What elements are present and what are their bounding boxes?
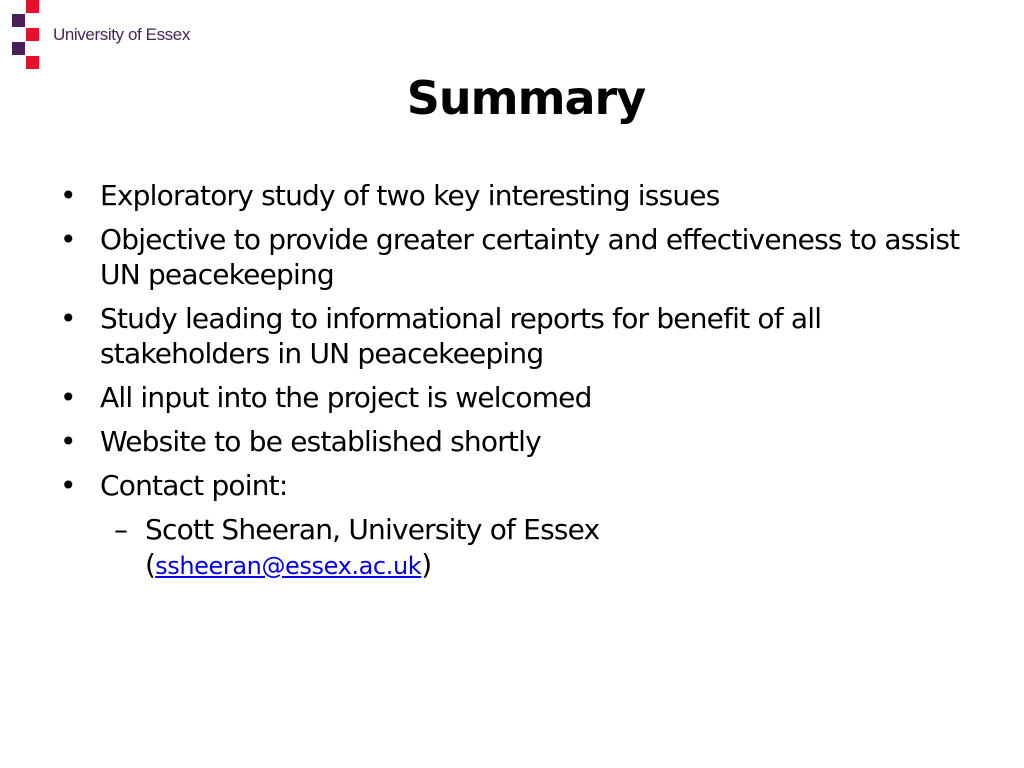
contact-name: Scott Sheeran, University of Essex (145, 513, 600, 546)
bullet-text: Website to be established shortly (100, 425, 541, 458)
contact-item (58, 512, 988, 584)
logo-squares-icon (12, 0, 42, 72)
bullet-marker: • (60, 302, 76, 335)
bullet-text: Contact point: (100, 469, 288, 502)
list-item (58, 424, 988, 459)
list-item (58, 222, 988, 292)
contact-email-link[interactable]: ssheeran@essex.ac.uk (155, 552, 422, 580)
sub-bullet-marker: – (114, 513, 128, 546)
bullet-marker: • (60, 425, 76, 458)
list-item (58, 301, 988, 371)
bullet-text: Objective to provide greater certainty and effectiveness to assist UN peacekeeping (100, 223, 960, 291)
bullet-marker: • (60, 469, 76, 502)
bullet-text: All input into the project is welcomed (100, 381, 592, 414)
bullet-list (58, 178, 988, 584)
open-paren: ( (145, 548, 156, 581)
list-item (58, 468, 988, 503)
slide-title: Summary (406, 71, 646, 125)
logo-text: University of Essex (53, 25, 190, 44)
bullet-text: Exploratory study of two key interesting issues (100, 179, 720, 212)
list-item (58, 380, 988, 415)
list-item (58, 178, 988, 213)
bullet-marker: • (60, 179, 76, 212)
university-logo (12, 0, 232, 72)
bullet-marker: • (60, 223, 76, 256)
bullet-text: Study leading to informational reports for benefit of all stakeholders in UN peacekeeping (100, 302, 822, 370)
bullet-marker: • (60, 381, 76, 414)
close-paren: ) (421, 548, 432, 581)
